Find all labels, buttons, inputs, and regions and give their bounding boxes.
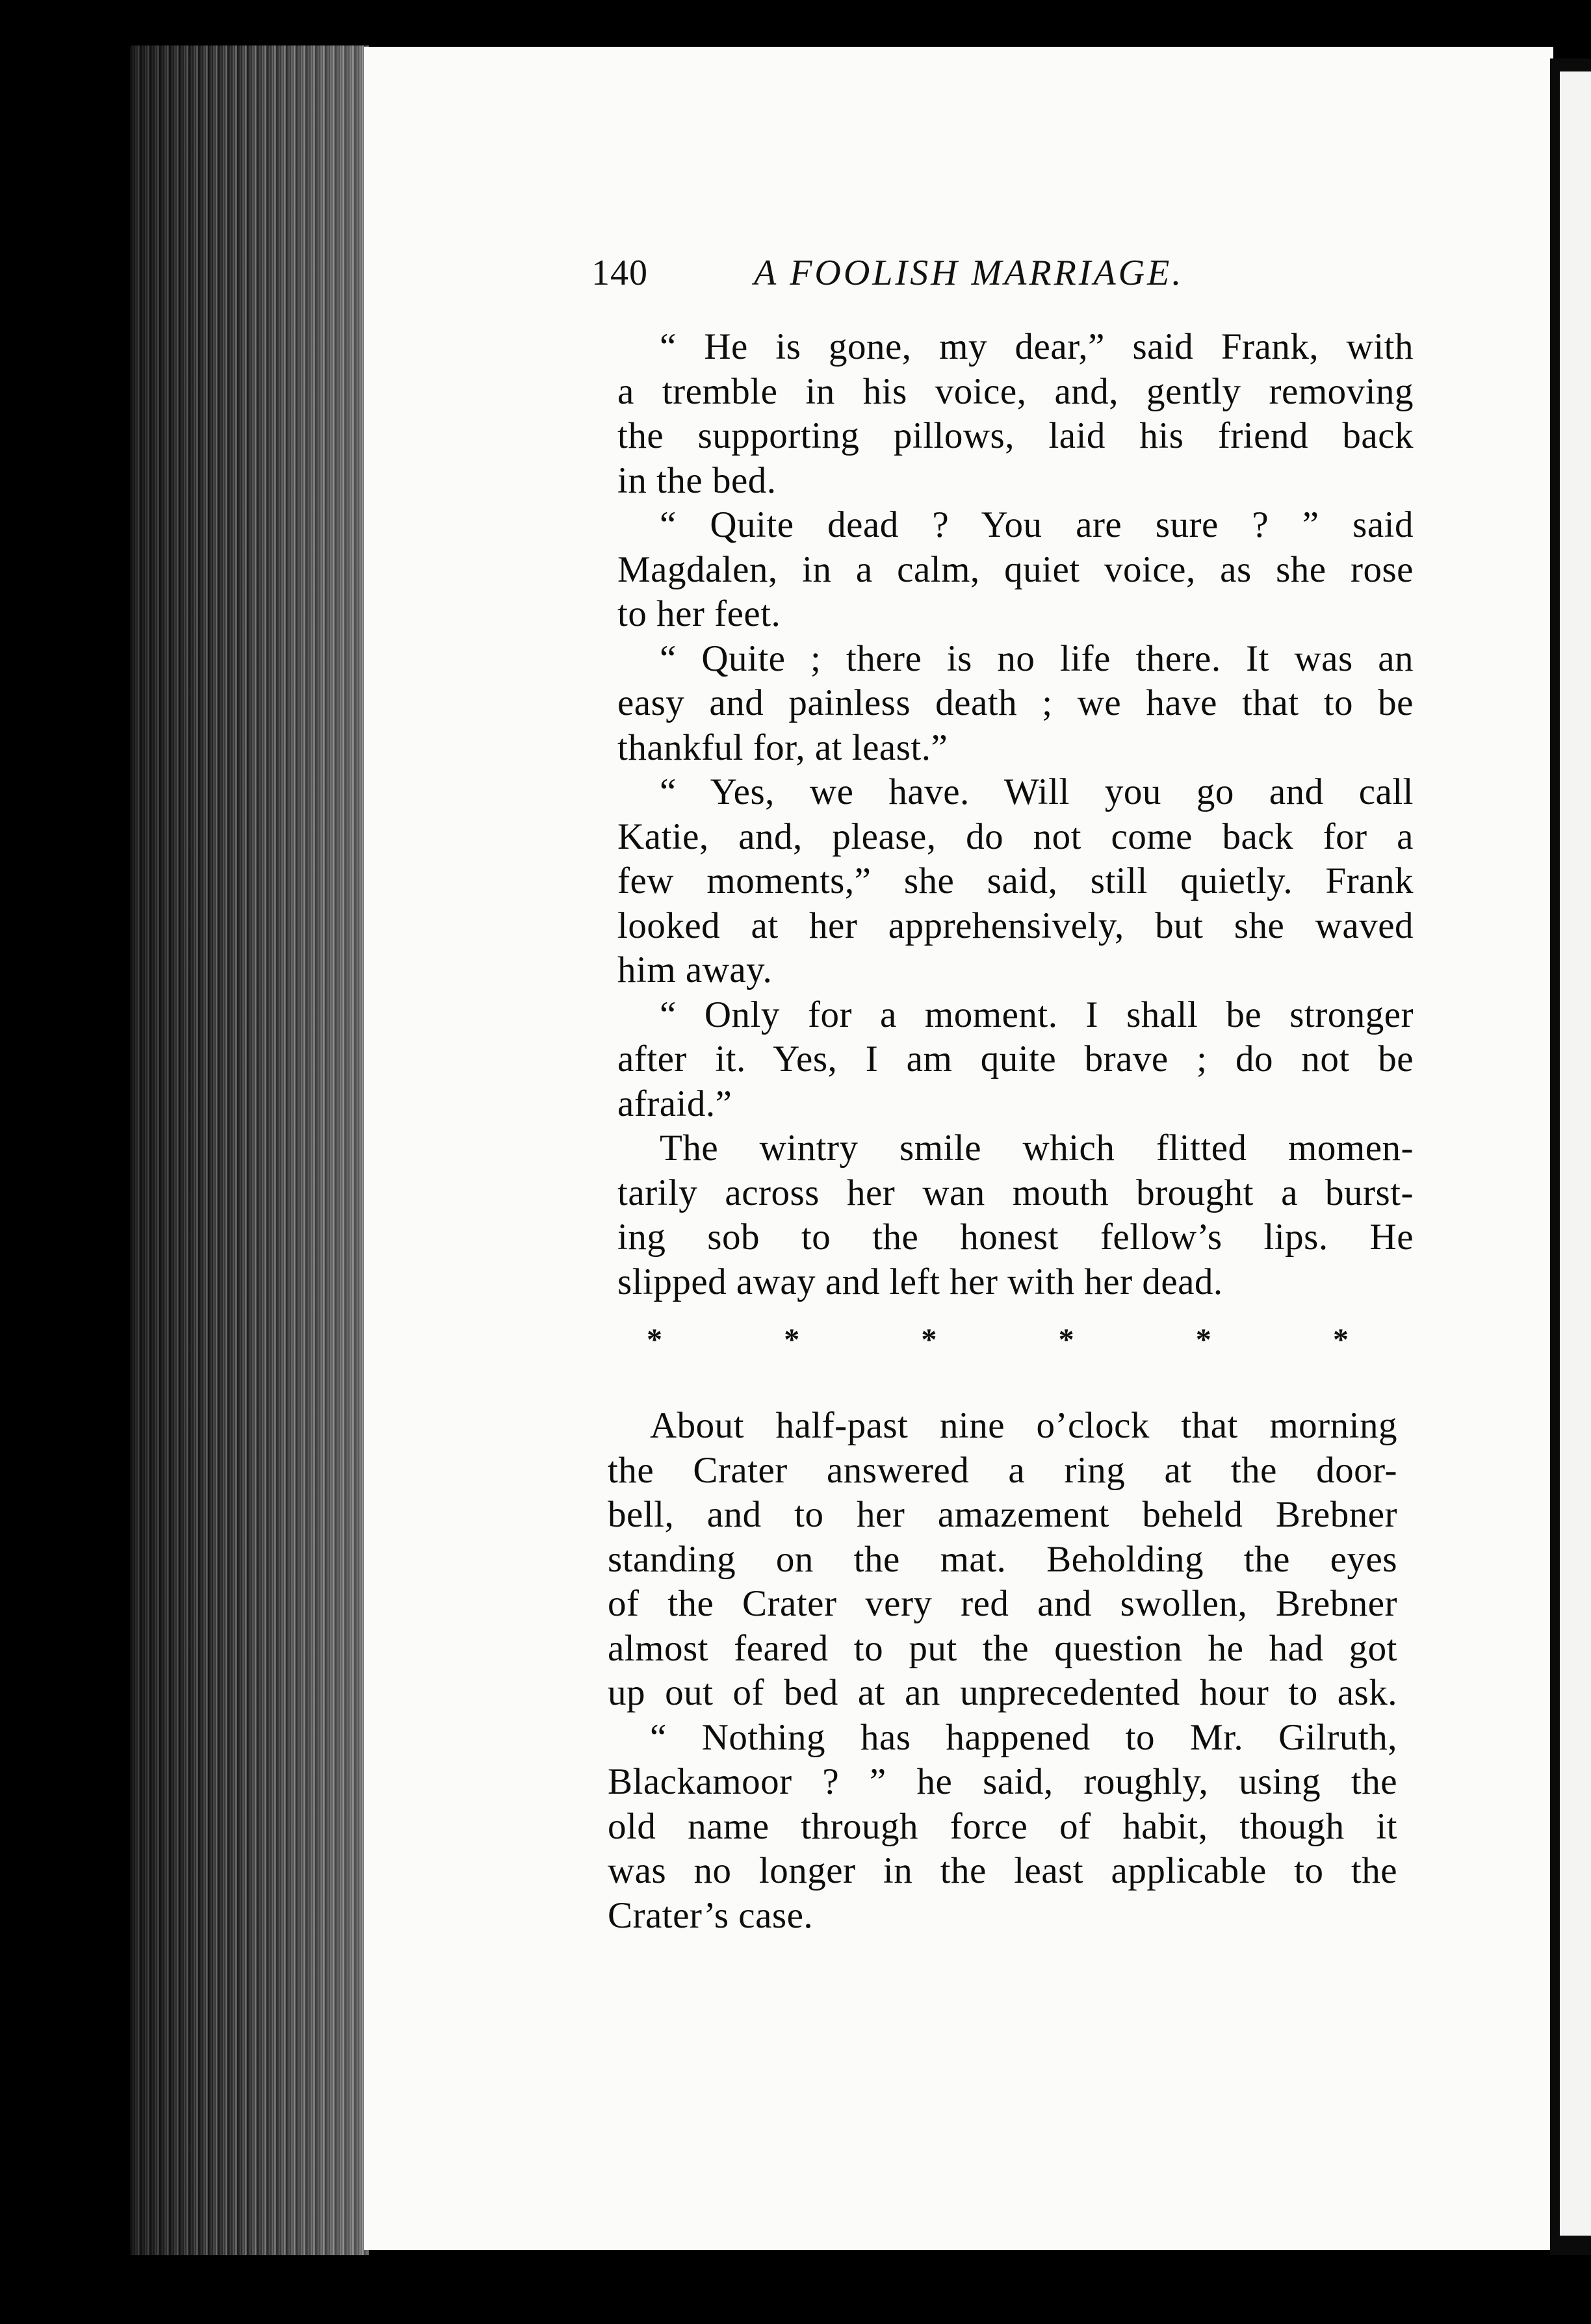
facing-page-edge	[1560, 71, 1591, 2236]
text-line: Crater’s case.	[608, 1894, 814, 1936]
text-line: looked at her apprehensively, but she waved	[617, 905, 1414, 946]
text-line: Blackamoor ? ” he said, roughly, using the	[608, 1761, 1397, 1802]
text-line: Magdalen, in a calm, quiet voice, as she rose	[617, 549, 1414, 590]
text-line: was no longer in the least applicable to the	[608, 1850, 1397, 1891]
section-break	[647, 1316, 1349, 1364]
text-line: The wintry smile which flitted momen-	[660, 1128, 1414, 1168]
text-line: old name through force of habit, though it	[608, 1805, 1397, 1847]
text-line: few moments,” she said, still quietly. Frank	[617, 860, 1414, 901]
body-text-upper	[575, 325, 1414, 1364]
text-line: About half-past nine o’clock that morning	[650, 1405, 1397, 1446]
asterisk: *	[1195, 1323, 1211, 1357]
text-line: of the Crater very red and swollen, Brebner	[608, 1583, 1397, 1624]
text-line: Katie, and, please, do not come back for a	[617, 816, 1414, 857]
asterisk: *	[647, 1323, 662, 1357]
text-line: him away.	[617, 949, 773, 990]
paragraph	[575, 770, 1414, 993]
page-number: 140	[591, 253, 648, 293]
text-line: slipped away and left her with her dead.	[617, 1261, 1223, 1302]
text-line: “ Yes, we have. Will you go and call	[660, 771, 1414, 812]
text-line: tarily across her wan mouth brought a burst-	[617, 1172, 1414, 1213]
asterisk: *	[1058, 1323, 1074, 1357]
paragraph	[575, 325, 1414, 503]
text-line: bell, and to her amazement beheld Brebner	[608, 1494, 1397, 1535]
text-line: “ He is gone, my dear,” said Frank, with	[660, 326, 1414, 367]
text-line: almost feared to put the question he had got	[608, 1627, 1397, 1669]
body-text-lower	[565, 1404, 1397, 1938]
asterisk: *	[921, 1323, 937, 1357]
text-line: “ Nothing has happened to Mr. Gilruth,	[650, 1716, 1397, 1758]
paragraph	[575, 637, 1414, 771]
text-line: a tremble in his voice, and, gently removing	[617, 370, 1414, 412]
paragraph	[575, 993, 1414, 1127]
text-line: after it. Yes, I am quite brave ; do not be	[617, 1039, 1414, 1079]
asterisk: *	[1332, 1323, 1349, 1357]
paragraph	[565, 1404, 1397, 1716]
text-line: afraid.”	[617, 1083, 732, 1124]
book-page-edges	[130, 45, 369, 2255]
text-line: ing sob to the honest fellow’s lips. He	[617, 1217, 1414, 1258]
asterisk: *	[784, 1323, 800, 1357]
paragraph	[575, 1126, 1414, 1304]
text-line: in the bed.	[617, 459, 777, 501]
text-line: “ Only for a moment. I shall be stronger	[660, 994, 1414, 1035]
paragraph	[575, 503, 1414, 637]
text-line: the supporting pillows, laid his friend back	[617, 415, 1414, 456]
text-line: “ Quite dead ? You are sure ? ” said	[660, 504, 1414, 545]
text-line: easy and painless death ; we have that to be	[617, 682, 1414, 723]
text-line: standing on the mat. Beholding the eyes	[608, 1538, 1397, 1580]
text-line: to her feet.	[617, 593, 781, 634]
text-line: thankful for, at least.”	[617, 727, 948, 768]
running-title: A FOOLISH MARRIAGE.	[754, 253, 1184, 293]
running-header	[591, 252, 1514, 311]
text-line: “ Quite ; there is no life there. It was an	[660, 638, 1414, 679]
text-line: the Crater answered a ring at the door-	[608, 1449, 1397, 1491]
text-line: up out of bed at an unprecedented hour to ask.	[608, 1672, 1397, 1713]
paragraph	[565, 1716, 1397, 1939]
